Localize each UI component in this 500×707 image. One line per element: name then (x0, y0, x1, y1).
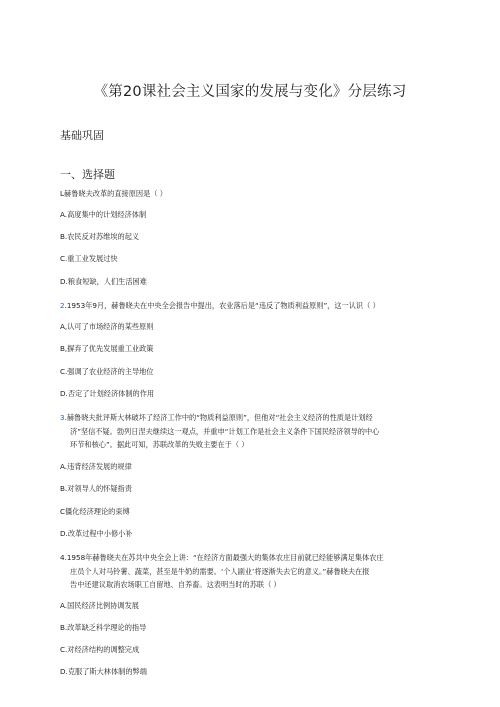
question-1-option-d: D.粮食短缺，人们生活困难 (60, 277, 147, 286)
question-2-stem: .1953年9月，赫鲁晓夫在中央全会报告中提出，农业落后是“违反了物质利益原则”，这一认识（ ） (64, 301, 380, 310)
question-4-option-c: C.对经济结构的调整完成 (60, 645, 140, 654)
question-3-option-b: B.对领导人的怀疑指责 (60, 484, 132, 493)
question-2 (60, 299, 380, 313)
question-4-stem-line-2: 庄员个人对马铃薯、蔬菜，甚至是牛奶的需要。‘个人副业’将逐渐失去它的意义。”赫鲁晓夫在报 (70, 566, 370, 576)
question-1-option-c: C.重工业发展过快 (60, 254, 118, 263)
question-2-number: 2 (60, 301, 65, 310)
question-3-number: 3 (60, 413, 65, 422)
question-1-stem: L赫鲁晓夫改革的直接原因是（ ） (60, 189, 167, 198)
question-4 (60, 551, 384, 592)
question-4-option-d: D.克服了斯大林体制的弊端 (60, 667, 147, 676)
question-4-option-b: B.改革缺乏科学理论的指导 (60, 623, 147, 632)
question-2-option-d: D.否定了计划经济体制的作用 (60, 389, 155, 398)
question-3-option-a: A.违背经济发展的规律 (60, 462, 132, 471)
question-3-option-d: D.改革过程中小修小补 (60, 529, 133, 538)
question-3-stem-line-3: 环节和核心”。据此可知，苏联改革的失败主要在于（ ） (70, 440, 249, 449)
question-1 (60, 187, 167, 201)
page-title: 《第20课社会主义国家的发展与变化》分层练习 (93, 84, 407, 100)
question-1-option-a: A.高度集中的计划经济体制 (60, 210, 147, 219)
section-heading: 基础巩固 (60, 129, 104, 142)
part-heading: 一、选择题 (60, 168, 115, 181)
question-4-stem-line-3: 告中还建议取消农场职工自留地、自养畜。这表明当时的苏联（ ） (70, 580, 281, 589)
question-3 (60, 411, 379, 452)
question-4-stem-line-1: 4.1958年赫鲁晓夫在苏共中央全会上讲：“在经济方面最强大的集体农庄目前就已经能够满足集体农庄 (60, 553, 384, 562)
question-3-option-c: C僵化经济理论的束缚 (60, 507, 130, 516)
question-3-stem-line-1: .赫鲁晓夫批评斯大林破坏了经济工作中的“物质利益原则”，但他对“社会主义经济的性质是计划经 (64, 413, 373, 422)
question-4-option-a: A.国民经济比例协调发展 (60, 601, 139, 610)
question-2-option-a: A,认可了市场经济的某些原则 (60, 322, 154, 331)
question-3-stem-line-2: 济”坚信不疑。勃列日涅夫继续这一观点，并重申“计划工作是社会主义条件下国民经济领导的中心 (70, 426, 380, 436)
question-2-option-b: B,摒弃了优先发展重工业政策 (60, 344, 154, 353)
question-2-option-c: C.强调了农业经济的主导地位 (60, 367, 154, 376)
question-1-option-b: B.农民反对苏维埃的起义 (60, 232, 140, 241)
